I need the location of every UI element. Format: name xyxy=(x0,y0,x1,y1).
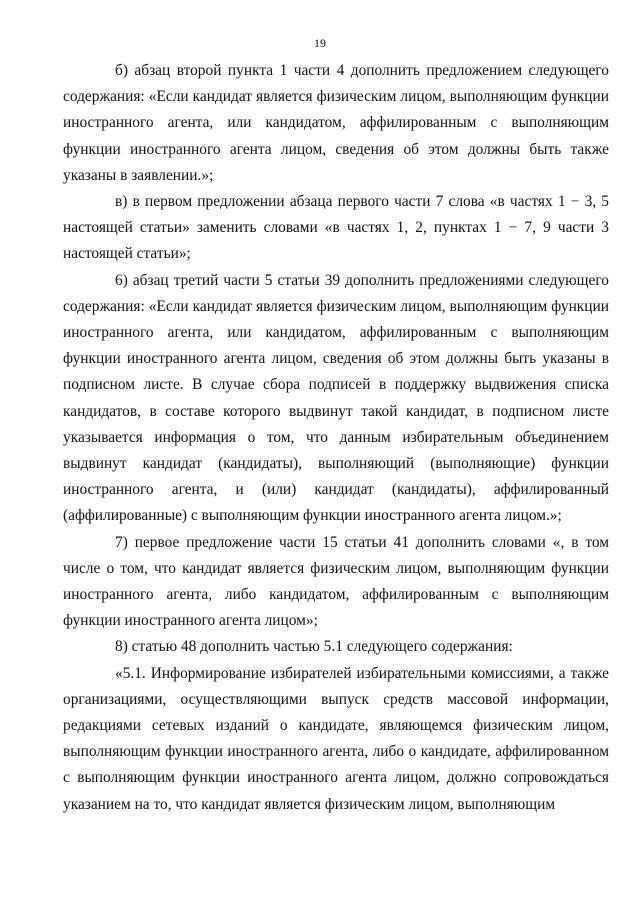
paragraph-5-1: «5.1. Информирование избирателей избирательными комиссиями, а также организациями, осуществляющими выпуск средств массовой информации, редакциями сетевых изданий о кандидате, являющемся физическим лицом, выполняющим функции иностранного агента, либо о кандидате, аффилированном с выполняющим функции иностранного агента лицом, должно сопровождаться указанием на то, что кандидат является физическим лицом, выполняющим xyxy=(63,664,609,813)
paragraph-b: б) абзац второй пункта 1 части 4 дополнить предложением следующего содержания: «Если кандидат является физическим лицом, выполняющим функции иностранного агента, или кандидатом, аффилированным с выполняющим функции иностранного агента лицом, сведения об этом должны быть также указаны в заявлении.»; xyxy=(63,62,609,184)
paragraph-8: 8) статью 48 дополнить частью 5.1 следующего содержания: xyxy=(115,638,513,656)
paragraph-v: в) в первом предложении абзаца первого части 7 слова «в частях 1 − 3, 5 настоящей статьи» заменить словами «в частях 1, 2, пунктах 1 − 7, 9 части 3 настоящей статьи»; xyxy=(63,193,609,263)
paragraph-7: 7) первое предложение части 15 статьи 41 дополнить словами «, в том числе о том, что кандидат является физическим лицом, выполняющим функции иностранного агента, либо кандидатом, аффилированным с выполняющим функции иностранного агента лицом»; xyxy=(63,533,609,630)
document-body xyxy=(63,58,609,818)
paragraph-6: 6) абзац третий части 5 статьи 39 дополнить предложениями следующего содержания: «Если кандидат является физическим лицом, выполняющим функции иностранного агента, или кандидатом, аффилированным с выполняющим функции иностранного агента лицом, сведения об этом должны быть указаны в подписном листе. В случае сбора подписей в поддержку выдвижения списка кандидатов, в составе которого выдвинут такой кандидат, в подписном листе указывается информация о том, что данным избирательным объединением выдвинут кандидат (кандидаты), выполняющий (выполняющие) функции иностранного агента, и (или) кандидат (кандидаты), аффилированный (аффилированные) с выполняющим функции иностранного агента лицом.»; xyxy=(63,271,609,525)
page-number: 19 xyxy=(314,36,326,50)
